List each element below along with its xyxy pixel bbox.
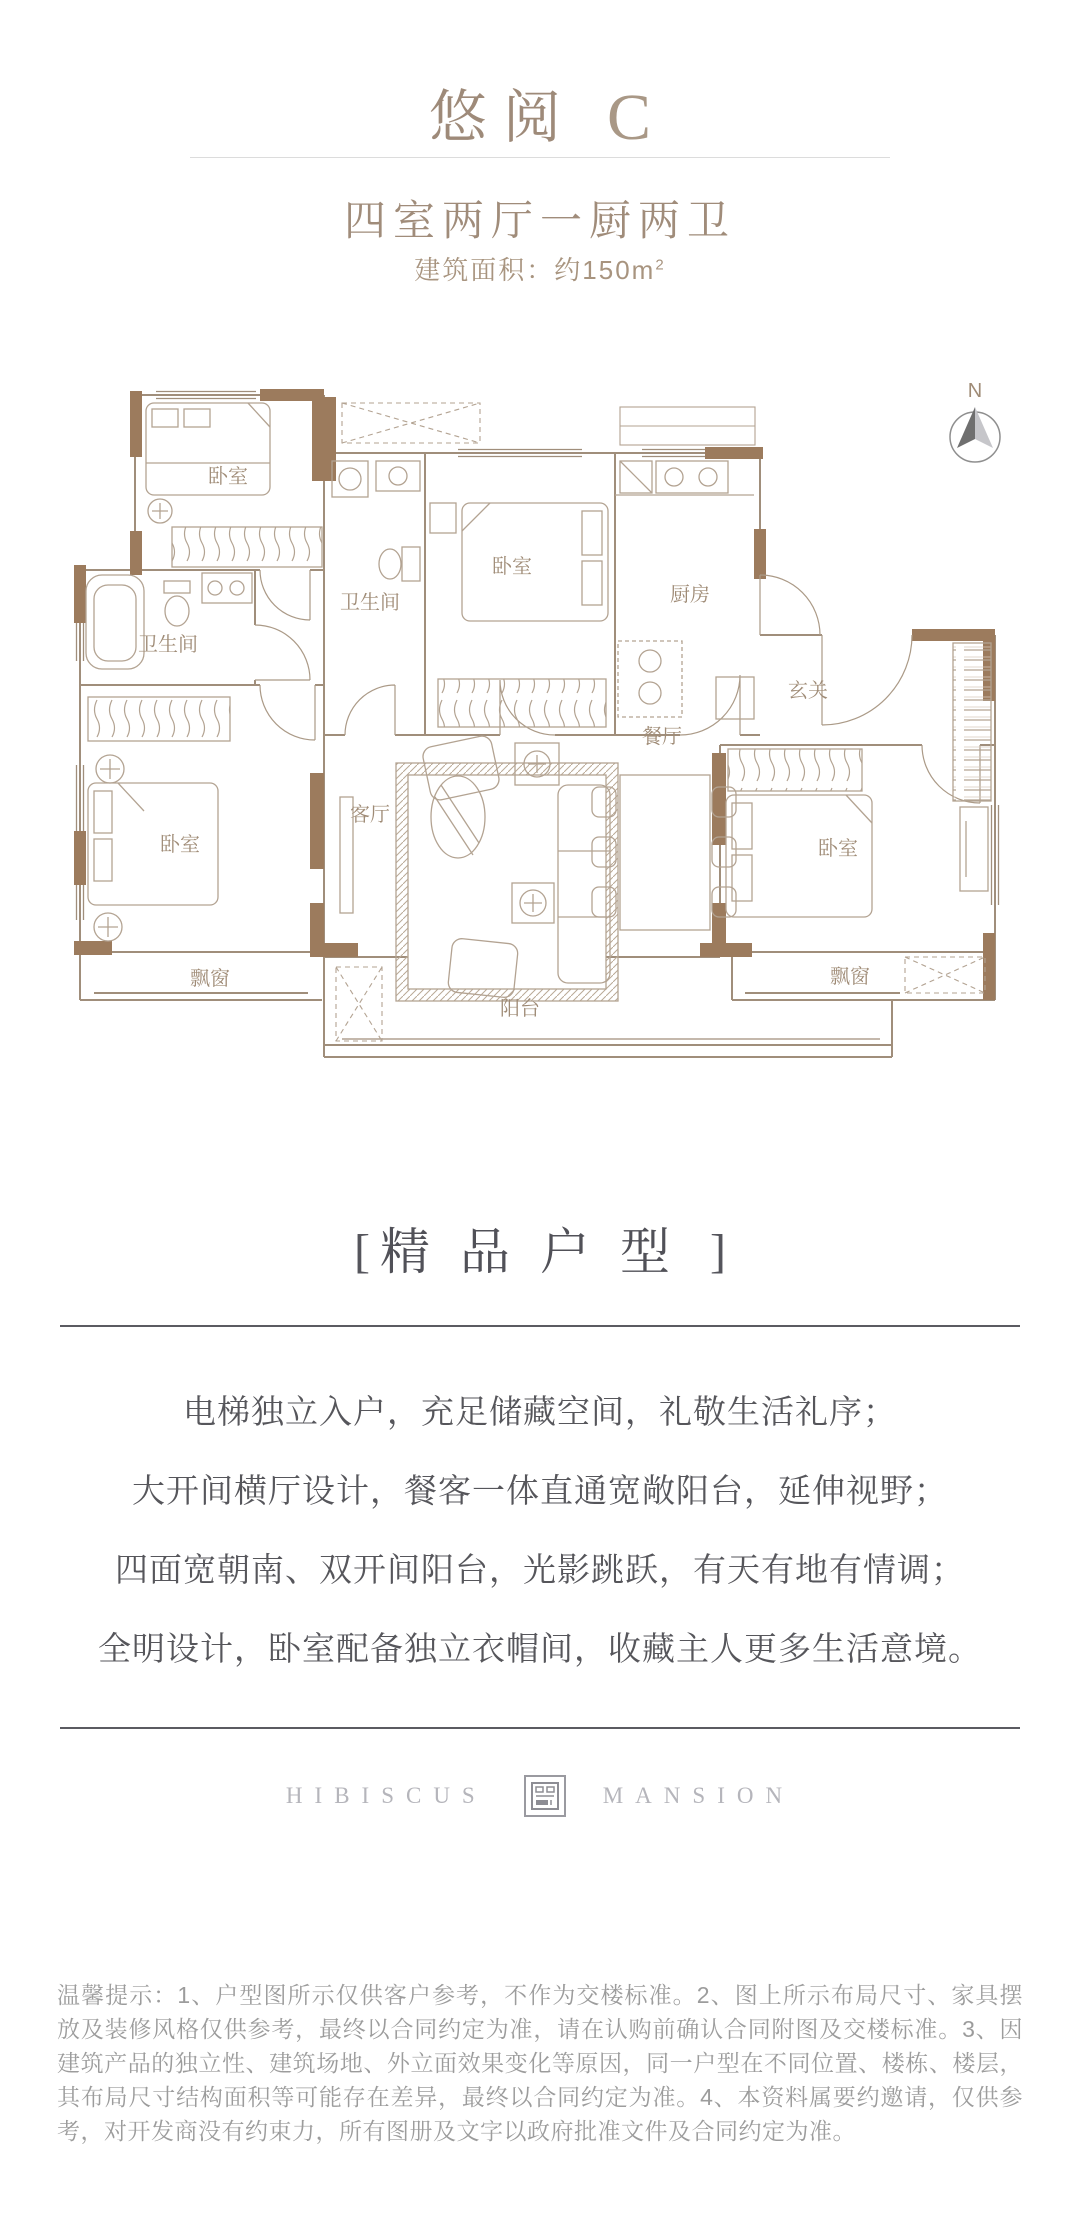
heading-bracket-right: ] [710, 1225, 726, 1278]
area-superscript: 2 [655, 256, 666, 274]
room-label-bay-window-right: 飘窗 [830, 966, 870, 988]
brand-seal-icon [523, 1774, 567, 1818]
room-label-bedroom-mid: 卧室 [492, 556, 532, 578]
benefit-line-1: 电梯独立入户，充足储藏空间，礼敬生活礼序； [183, 1393, 897, 1430]
heading-text: 精品户型 [380, 1224, 700, 1280]
brand-logo [0, 1774, 1080, 1818]
benefit-line-2: 大开间横厅设计，餐客一体直通宽敞阳台，延伸视野； [132, 1472, 948, 1509]
title-suffix: C [606, 81, 652, 154]
floor-plan [60, 345, 1020, 1105]
brand-name-left: HIBISCUS [285, 1783, 487, 1808]
title-divider [190, 157, 890, 158]
room-label-bedroom-br: 卧室 [818, 838, 858, 860]
room-label-entry: 玄关 [788, 680, 828, 702]
room-label-bathroom-a: 卫生间 [340, 592, 400, 614]
layout-subtitle: 四室两厅一厨两卫 [343, 197, 736, 244]
furniture [86, 403, 991, 1001]
room-label-dining: 餐厅 [642, 726, 682, 748]
heading-bracket-left: [ [354, 1225, 370, 1278]
divider-bottom [60, 1727, 1020, 1729]
compass-icon [950, 380, 1000, 462]
divider-top [60, 1325, 1020, 1327]
room-label-living: 客厅 [350, 804, 390, 826]
room-label-kitchen: 厨房 [670, 584, 710, 606]
room-label-bedroom-bl: 卧室 [160, 834, 200, 856]
brand-name-right: MANSION [602, 1783, 795, 1808]
room-label-bathroom-b: 卫生间 [138, 634, 198, 656]
benefit-line-4: 全明设计，卧室配备独立衣帽间，收藏主人更多生活意境。 [98, 1630, 982, 1667]
room-label-balcony: 阳台 [500, 998, 540, 1020]
page-title [0, 70, 1080, 156]
area-label: 建筑面积：约150m [414, 255, 656, 285]
benefit-list [0, 1372, 1080, 1688]
section-heading [0, 1212, 1080, 1284]
benefit-line-3: 四面宽朝南、双开间阳台，光影跳跃，有天有地有情调； [115, 1551, 965, 1588]
title-text: 悠阅 [428, 85, 577, 150]
compass-north-label: N [967, 380, 983, 402]
room-label-bay-window-left: 飘窗 [190, 968, 230, 990]
room-label-bedroom-tl: 卧室 [208, 466, 248, 488]
building-area [0, 250, 1080, 287]
disclaimer-text: 温馨提示：1、户型图所示仅供客户参考，不作为交楼标准。2、图上所示布局尺寸、家具摆放及装修风格仅供参考，最终以合同约定为准，请在认购前确认合同附图及交楼标准。3、因建筑产品的独立性、建筑场地、外立面效果变化等原因，同一户型在不同位置、楼栋、楼层，其布局尺寸结构面积等可能存在差异，最终以合同约定为准。4、本资料属要约邀请，仅供参考，对开发商没有约束力，所有图册及文字以政府批准文件及合同约定为准。 [57, 1982, 1023, 2144]
